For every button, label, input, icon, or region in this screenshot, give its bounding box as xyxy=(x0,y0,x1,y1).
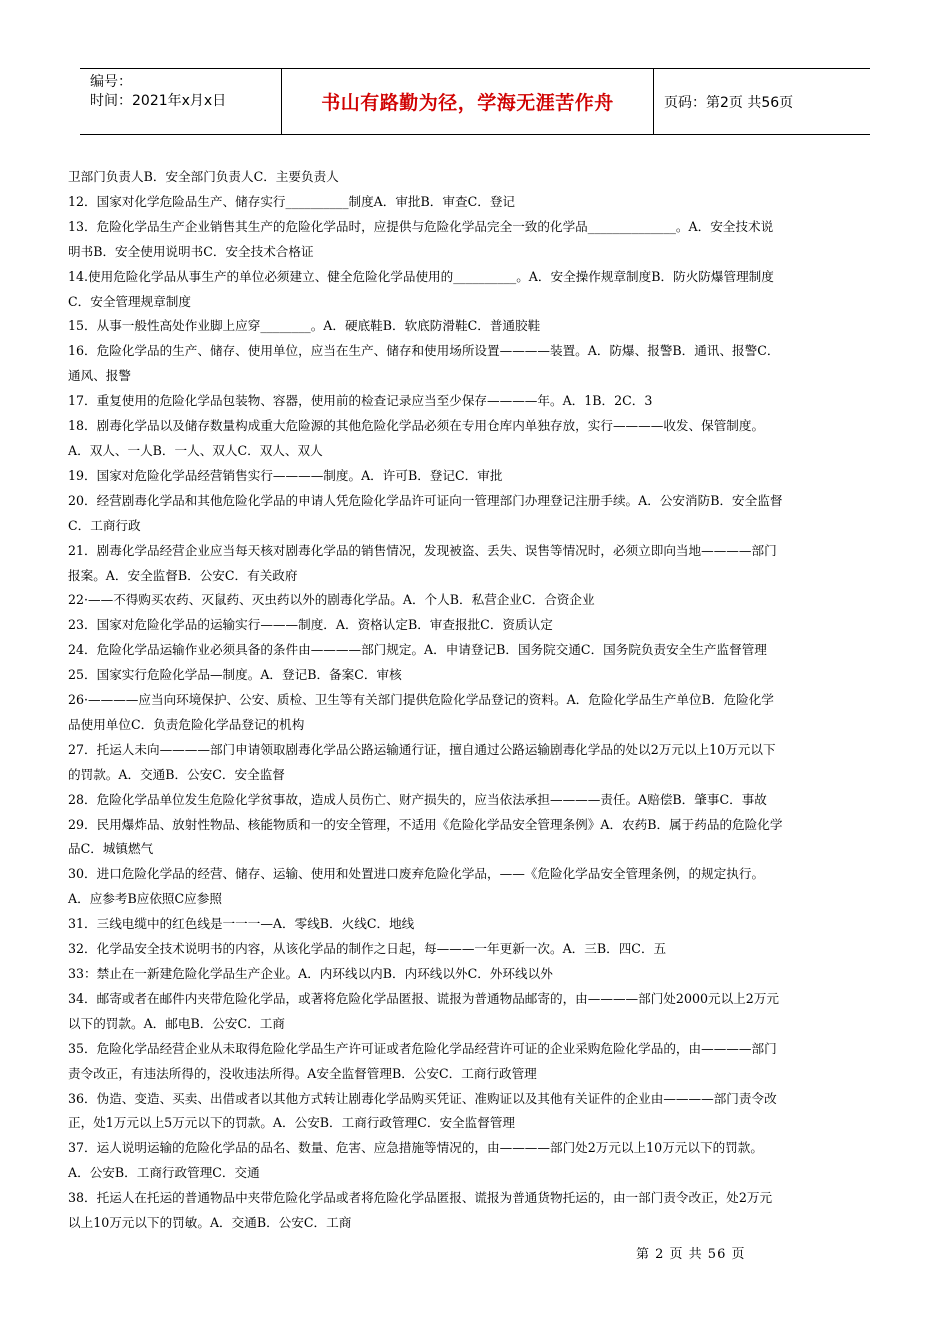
text-line: 25．国家实行危险化学品—制度。A．登记B．备案C．审核 xyxy=(68,667,402,683)
text-line: 26·————应当向环境保护、公安、质检、卫生等有关部门提供危险化学品登记的资料。A．危险化学品生产单位B．危险化学 xyxy=(68,692,774,708)
text-line: A．公安B．工商行政管理C．交通 xyxy=(68,1165,260,1181)
header-motto: 书山有路勤为径，学海无涯苦作舟 xyxy=(282,69,654,134)
header-meta xyxy=(80,69,282,134)
text-line: 正，处1万元以上5万元以下的罚款。A．公安B．工商行政管理C．安全监督管理 xyxy=(68,1115,516,1131)
text-line: 35．危险化学品经营企业从未取得危险化学品生产许可证或者危险化学品经营许可证的企业采购危险化学品的，由————部门 xyxy=(68,1040,777,1056)
text-line: 24．危险化学品运输作业必须具备的条件由————部门规定。A．申请登记B．国务院交通C．国务院负责安全生产监督管理 xyxy=(68,642,767,658)
text-line: 品使用单位C．负责危险化学品登记的机构 xyxy=(68,716,305,732)
text-line: 34．邮寄或者在邮件内夹带危险化学品，或著将危险化学品匿报、谎报为普通物品邮寄的，由————部门处2000元以上2万元 xyxy=(68,990,779,1006)
text-line: 卫部门负责人B．安全部门负责人C．主要负责人 xyxy=(68,169,339,184)
text-line: 30．进口危险化学品的经营、储存、运输、使用和处置进口废弃危险化学品，——《危险化学品安全管理条例，的规定执行。 xyxy=(68,866,765,882)
document-number-label: 编号： xyxy=(90,74,132,90)
page-header xyxy=(80,68,870,135)
text-line: 38．托运人在托运的普通物品中夹带危险化学品或者将危险化学品匿报、谎报为普通货物托运的，由一部门责令改正，处2万元 xyxy=(68,1190,773,1206)
text-line: 报案。A．安全监督B．公安C．有关政府 xyxy=(68,567,298,583)
text-line: 12．国家对化学危险品生产、储存实行__________制度A．审批B．审查C．登记 xyxy=(68,193,516,209)
text-line: C．安全管理规章制度 xyxy=(68,293,191,309)
question-list xyxy=(68,165,883,1236)
text-line: 的罚款。A．交通B．公安C．安全监督 xyxy=(68,766,285,782)
text-line: 33：禁止在一新建危险化学品生产企业。A．内环线以内B．内环线以外C．外环线以外 xyxy=(68,966,553,981)
text-line: 37．运人说明运输的危险化学品的品名、数量、危害、应急措施等情况的，由————部门处2万元以上10万元以下的罚款。 xyxy=(68,1140,763,1156)
text-line: C．工商行政 xyxy=(68,517,141,533)
text-line: 29．民用爆炸品、放射性物品、核能物质和一的安全管理，不适用《危险化学品安全管理条例》A．农药B．属于药品的危险化学 xyxy=(68,816,783,832)
text-line: 36．伪造、变造、买卖、出借或者以其他方式转让剧毒化学品购买凭证、准购证以及其他有关证件的企业由————部门责令改 xyxy=(68,1090,777,1106)
text-line: 23．国家对危险化学品的运输实行———制度．A．资格认定B．审查报批C．资质认定 xyxy=(68,617,553,633)
text-line: 以下的罚款。A．邮电B．公安C．工商 xyxy=(68,1015,285,1031)
text-line: 15．从事一般性高处作业脚上应穿________。A．硬底鞋B．软底防滑鞋C．普通胶鞋 xyxy=(68,318,541,334)
text-line: 31．三线电缆中的红色线是一一一—A．零线B．火线C．地线 xyxy=(68,916,415,932)
text-line: 18．剧毒化学品以及储存数量构成重大危险源的其他危险化学品必须在专用仓库内单独存放，实行————收发、保管制度。 xyxy=(68,418,765,434)
header-page-number: 页码：第2页 共56页 xyxy=(664,94,794,111)
page-footer: 第 2 页 共 56 页 xyxy=(636,1247,746,1262)
text-line: 19．国家对危险化学品经营销售实行————制度。A．许可B．登记C．审批 xyxy=(68,467,503,483)
text-line: 通风、报警 xyxy=(68,368,131,384)
text-line: 品C．城镇燃气 xyxy=(68,841,154,857)
text-line: 27．托运人未向————部门申请领取剧毒化学品公路运输通行证，擅自通过公路运输剧毒化学品的处以2万元以上10万元以下 xyxy=(68,741,776,757)
document-time-label: 时间：2021年x月x日 xyxy=(90,93,227,109)
text-line: 22·——不得购买农药、灭鼠药、灭虫药以外的剧毒化学品。A．个人B．私营企业C．合资企业 xyxy=(68,592,595,608)
text-line: 20．经营剧毒化学品和其他危险化学品的申请人凭危险化学品许可证向一管理部门办理登记注册手续。A．公安消防B．安全监督 xyxy=(68,492,783,508)
text-line: A．双人、一人B．一人、双人C．双人、双人 xyxy=(68,442,323,458)
text-line: A．应参考B应依照C应参照 xyxy=(68,891,222,907)
text-line: 13．危险化学品生产企业销售其生产的危险化学品时，应提供与危险化学品完全一致的化学品______________。A．安全技术说 xyxy=(68,218,774,234)
text-line: 32．化学品安全技术说明书的内容，从该化学品的制作之日起，每———一年更新一次。A．三B．四C．五 xyxy=(68,941,667,957)
text-line: 责令改正，有违法所得的，没收违法所得。A安全监督管理B．公安C．工商行政管理 xyxy=(68,1065,537,1081)
text-line: 28．危险化学品单位发生危险化学贫事故，造成人员伤亡、财产损失的，应当依法承担————责任。A赔偿B．肇事C．事故 xyxy=(68,791,767,807)
text-line: 明书B．安全使用说明书C．安全技术合格证 xyxy=(68,243,314,259)
text-line: 16．危险化学品的生产、储存、使用单位，应当在生产、储存和使用场所设置————装置。A．防爆、报警B．通讯、报警C． xyxy=(68,343,780,359)
text-line: 21．剧毒化学品经营企业应当每天核对剧毒化学品的销售情况，发现被盗、丢失、误售等情况时，必须立即向当地————部门 xyxy=(68,542,777,558)
text-line: 17．重复使用的危险化学品包装物、容器，使用前的检查记录应当至少保存————年。A．1B．2C．3 xyxy=(68,393,653,409)
text-line: 14.使用危险化学品从事生产的单位必须建立、健全危险化学品使用的__________。A．安全操作规章制度B．防火防爆管理制度 xyxy=(68,268,774,284)
text-line: 以上10万元以下的罚敏。A．交通B．公安C．工商 xyxy=(68,1215,352,1231)
